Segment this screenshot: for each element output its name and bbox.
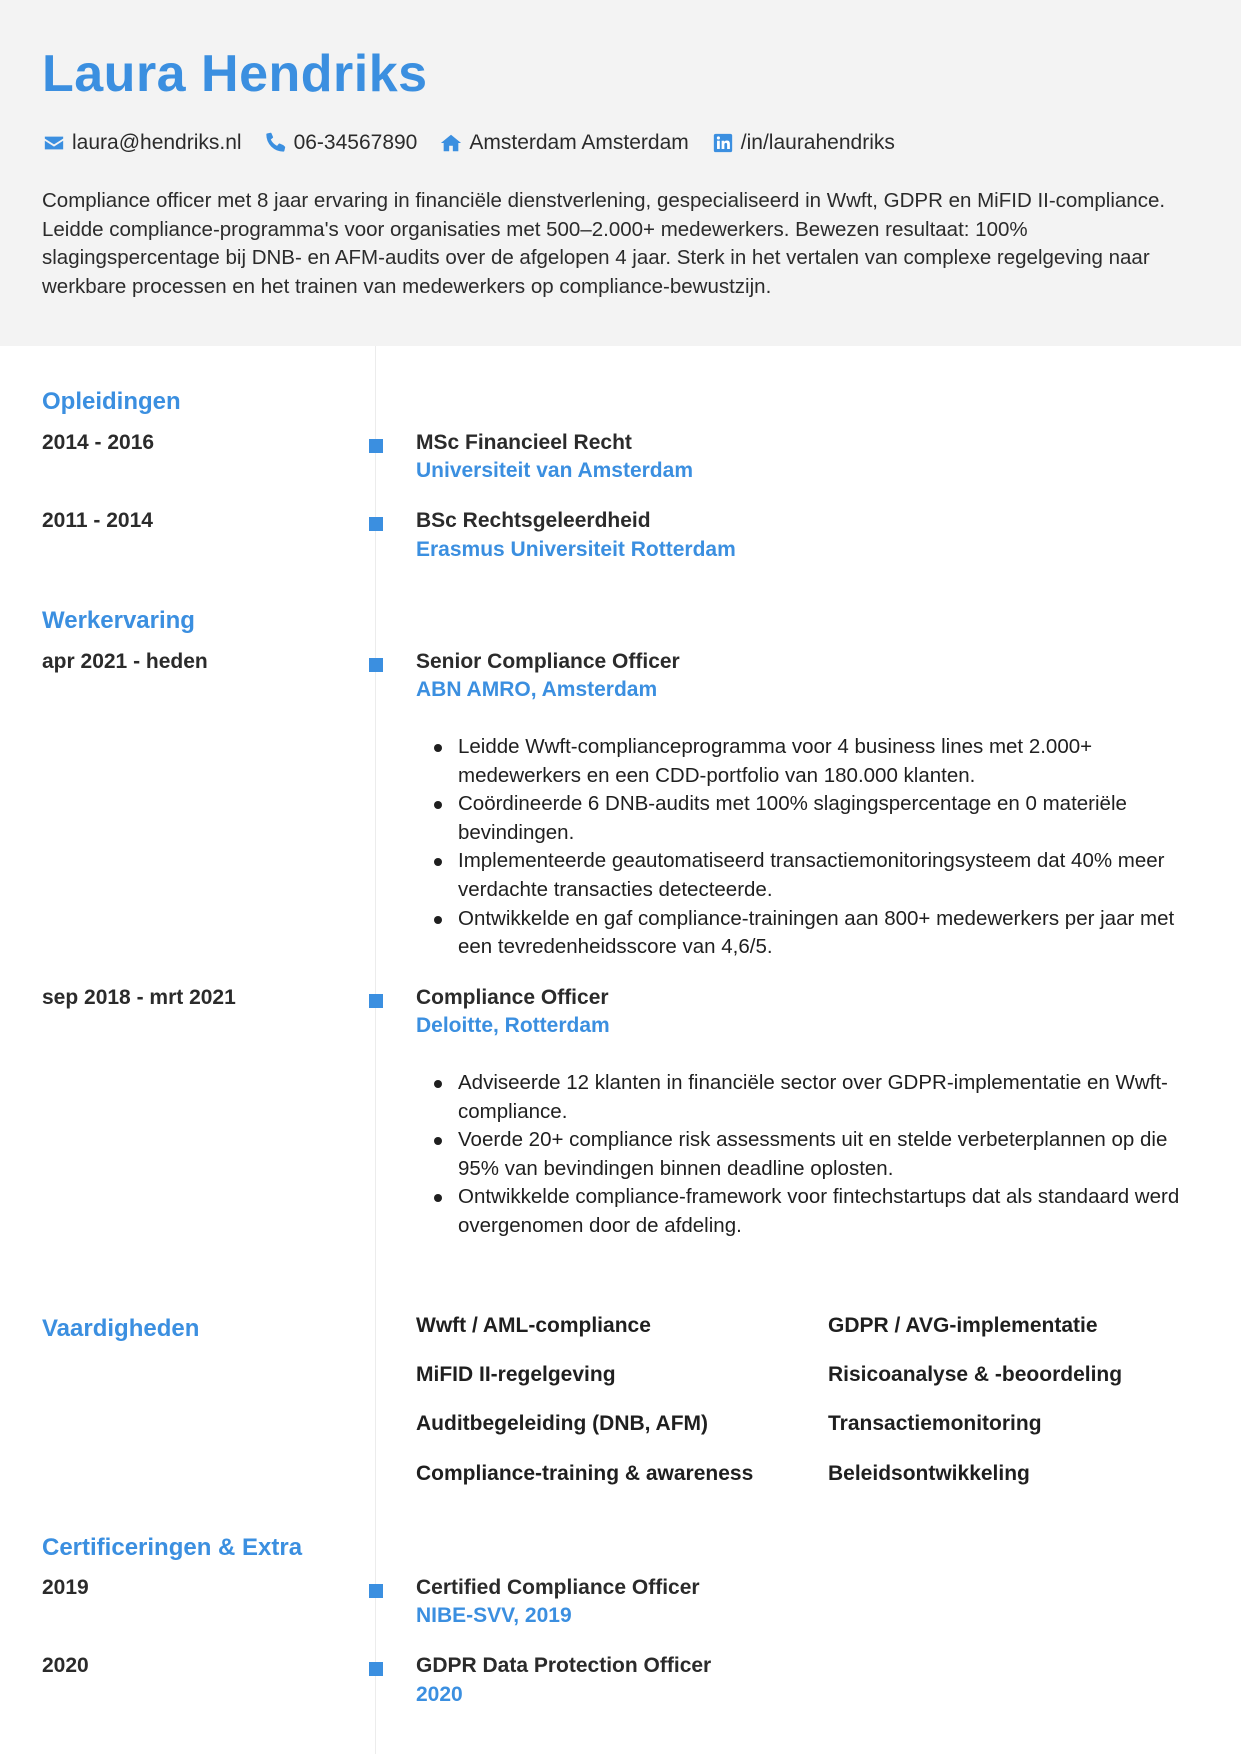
timeline-marker xyxy=(369,517,383,531)
skill-item: MiFID II-regelgeving xyxy=(416,1363,616,1386)
certification-issuer: 2020 xyxy=(416,1683,463,1706)
list-item: Ontwikkelde en gaf compliance-trainingen aan 800+ medewerkers per jaar met een tevredenheidsscore van 4,6/5. xyxy=(431,905,1201,962)
list-item: Adviseerde 12 klanten in financiële sector over GDPR-implementatie en Wwft-compliance. xyxy=(431,1069,1201,1126)
envelope-icon xyxy=(42,131,66,155)
certification-date: 2019 xyxy=(42,1576,89,1599)
contact-email[interactable] xyxy=(42,131,242,155)
header xyxy=(0,0,1241,346)
job-title: Senior Compliance Officer xyxy=(416,650,680,673)
timeline-marker xyxy=(369,658,383,672)
linkedin-text: /in/laurahendriks xyxy=(740,131,895,154)
timeline-marker xyxy=(369,1662,383,1676)
education-institution: Universiteit van Amsterdam xyxy=(416,459,693,482)
job-company: ABN AMRO, Amsterdam xyxy=(416,678,658,701)
linkedin-icon xyxy=(711,131,735,155)
certification-issuer: NIBE-SVV, 2019 xyxy=(416,1604,572,1627)
education-date: 2014 - 2016 xyxy=(42,431,155,454)
phone-icon xyxy=(264,131,288,155)
column-divider xyxy=(375,346,376,1754)
timeline-marker xyxy=(369,1584,383,1598)
education-date: 2011 - 2014 xyxy=(42,509,153,532)
phone-text: 06-34567890 xyxy=(293,131,418,154)
job-date: sep 2018 - mrt 2021 xyxy=(42,986,236,1009)
section-title-experience: Werkervaring xyxy=(42,607,195,634)
education-institution: Erasmus Universiteit Rotterdam xyxy=(416,538,736,561)
skill-item: GDPR / AVG-implementatie xyxy=(828,1314,1098,1337)
certification-date: 2020 xyxy=(42,1654,89,1677)
skill-item: Auditbegeleiding (DNB, AFM) xyxy=(416,1412,709,1435)
list-item: Ontwikkelde compliance-framework voor fintechstartups dat als standaard werd overgenomen door de afdeling. xyxy=(431,1183,1201,1240)
skill-item: Compliance-training & awareness xyxy=(416,1462,754,1485)
section-title-certifications: Certificeringen & Extra xyxy=(42,1534,303,1561)
timeline-marker xyxy=(369,994,383,1008)
job-achievements xyxy=(431,733,1201,962)
email-text: laura@hendriks.nl xyxy=(72,131,242,154)
job-company: Deloitte, Rotterdam xyxy=(416,1014,610,1037)
certification-title: GDPR Data Protection Officer xyxy=(416,1654,712,1677)
timeline-marker xyxy=(369,439,383,453)
contact-location xyxy=(439,131,688,155)
job-title: Compliance Officer xyxy=(416,986,609,1009)
education-degree: MSc Financieel Recht xyxy=(416,431,632,454)
home-icon xyxy=(439,131,463,155)
certification-title: Certified Compliance Officer xyxy=(416,1576,700,1599)
skill-item: Wwft / AML-compliance xyxy=(416,1314,651,1337)
location-text: Amsterdam Amsterdam xyxy=(469,131,689,154)
contact-linkedin[interactable] xyxy=(711,131,895,155)
education-degree: BSc Rechtsgeleerdheid xyxy=(416,509,651,532)
contact-bar xyxy=(42,128,917,158)
list-item: Coördineerde 6 DNB-audits met 100% slagingspercentage en 0 materiële bevindingen. xyxy=(431,790,1201,847)
list-item: Leidde Wwft-complianceprogramma voor 4 business lines met 2.000+ medewerkers en een CDD-portfolio van 180.000 klanten. xyxy=(431,733,1201,790)
skill-item: Risicoanalyse & -beoordeling xyxy=(828,1363,1123,1386)
section-title-skills: Vaardigheden xyxy=(42,1315,200,1342)
contact-phone[interactable] xyxy=(264,131,418,155)
skill-item: Transactiemonitoring xyxy=(828,1412,1042,1435)
skill-item: Beleidsontwikkeling xyxy=(828,1462,1030,1485)
job-date: apr 2021 - heden xyxy=(42,650,208,673)
section-title-education: Opleidingen xyxy=(42,388,181,415)
list-item: Implementeerde geautomatiseerd transactiemonitoringsysteem dat 40% meer verdachte transacties detecteerde. xyxy=(431,847,1201,904)
list-item: Voerde 20+ compliance risk assessments uit en stelde verbeterplannen op die 95% van bevindingen binnen deadline oplosten. xyxy=(431,1126,1201,1183)
job-achievements xyxy=(431,1069,1201,1241)
profile-summary: Compliance officer met 8 jaar ervaring in financiële dienstverlening, gespecialiseerd in Wwft, GDPR en MiFID II-compliance. Leidde compliance-programma's voor organisaties met 500–2.000+ medewerkers. Bewezen resultaat: 100% slagingspercentage bij DNB- en AFM-audits over de afgelopen 4 jaar. Sterk in het vertalen van complexe regelgeving naar werkbare processen en het trainen van medewerkers op compliance-bewustzijn. xyxy=(42,189,1166,298)
candidate-name: Laura Hendriks xyxy=(42,45,428,103)
